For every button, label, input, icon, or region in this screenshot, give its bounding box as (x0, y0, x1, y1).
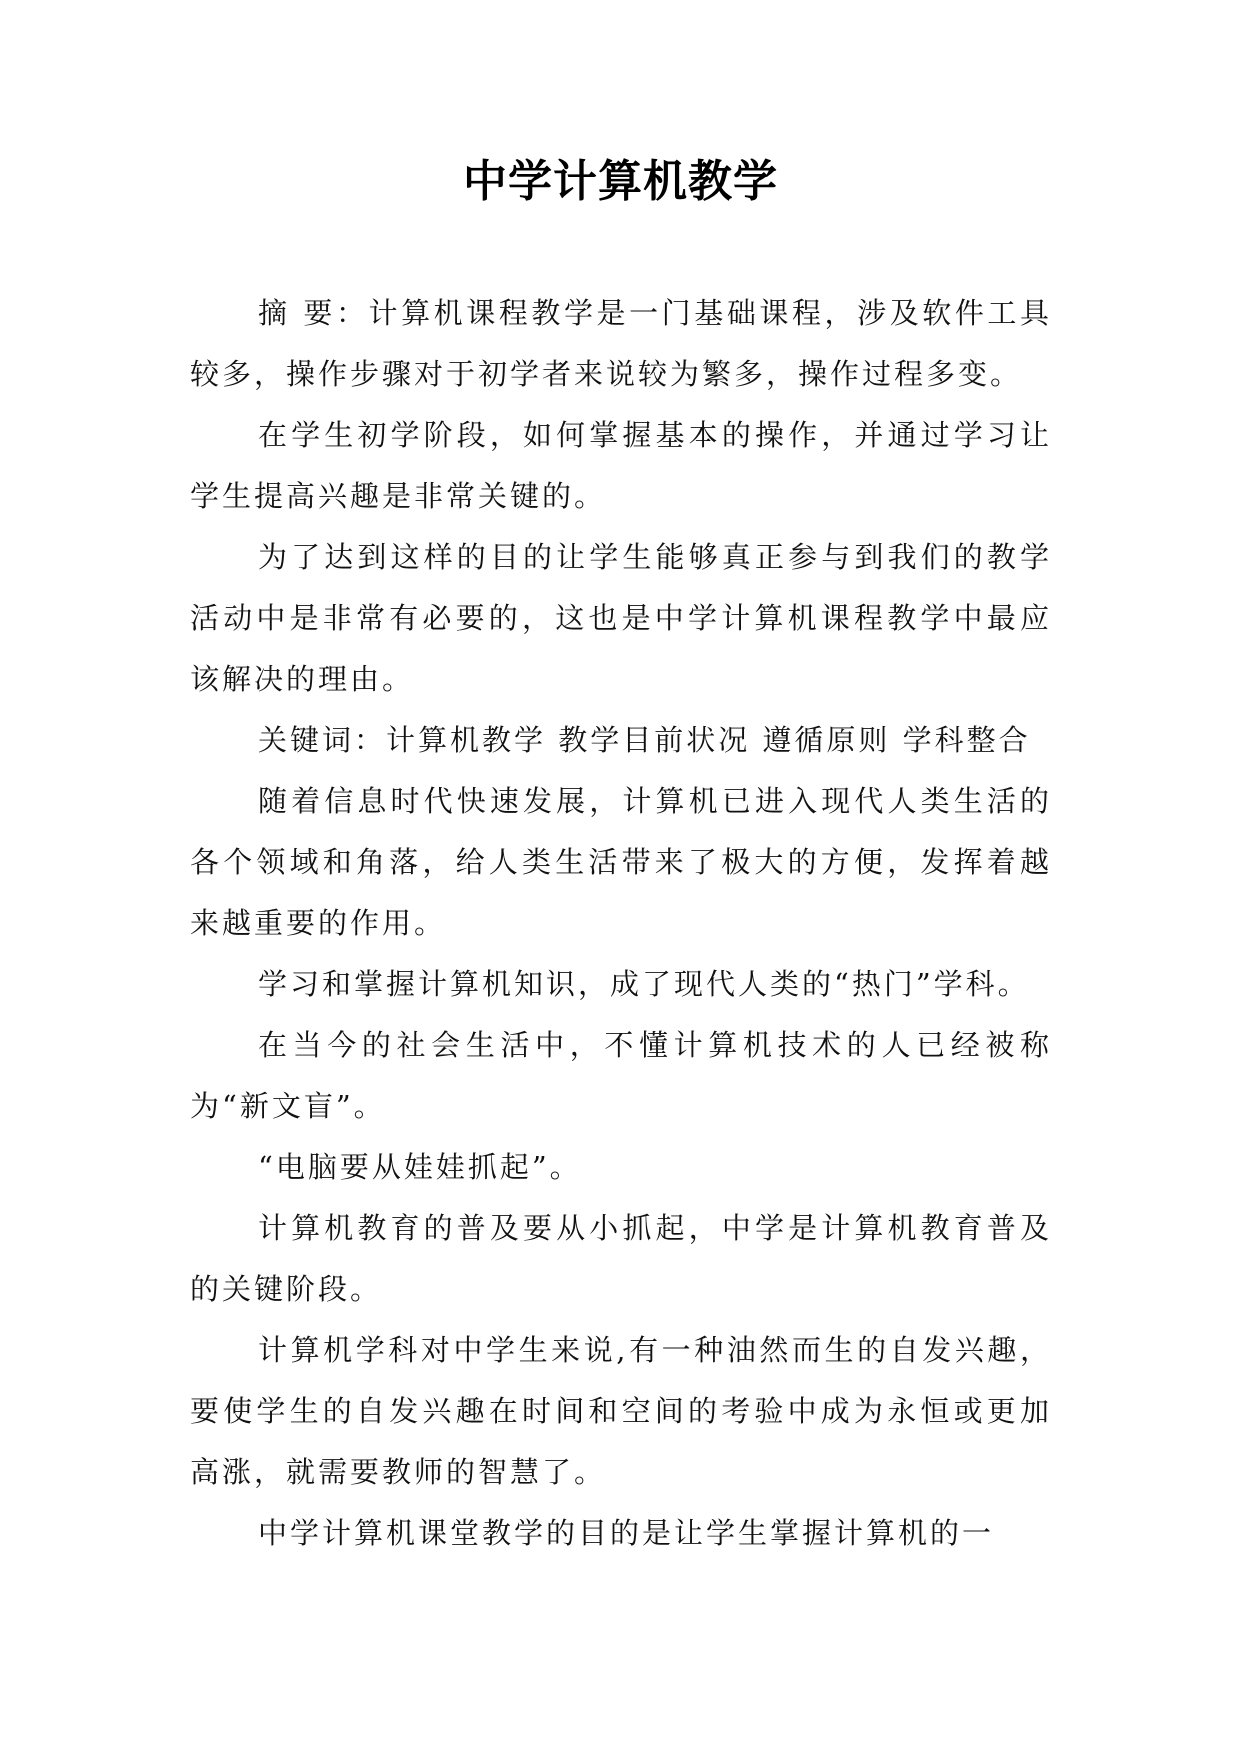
paragraph: 计算机学科对中学生来说,有一种油然而生的自发兴趣，要使学生的自发兴趣在时间和空间的考验中成为永恒或更加高涨，就需要教师的智慧了。 (190, 1333, 1052, 1489)
paragraph: 中学计算机课堂教学的目的是让学生掌握计算机的一 (258, 1516, 995, 1550)
abstract-paragraph: 摘 要：计算机课程教学是一门基础课程，涉及软件工具较多，操作步骤对于初学者来说较为繁多，操作过程多变。 (190, 296, 1052, 391)
document-body (190, 283, 1052, 1564)
paragraph: 在学生初学阶段，如何掌握基本的操作，并通过学习让学生提高兴趣是非常关键的。 (190, 418, 1052, 513)
paragraph: 为了达到这样的目的让学生能够真正参与到我们的教学活动中是非常有必要的，这也是中学计算机课程教学中最应该解决的理由。 (190, 540, 1052, 696)
paragraph: 计算机教育的普及要从小抓起，中学是计算机教育普及的关键阶段。 (190, 1211, 1052, 1306)
keywords-paragraph: 关键词：计算机教学 教学目前状况 遵循原则 学科整合 (258, 723, 1031, 757)
quote-paragraph: “电脑要从娃娃抓起”。 (258, 1150, 582, 1184)
document-title: 中学计算机教学 (463, 156, 778, 207)
paragraph: 学习和掌握计算机知识，成了现代人类的“热门”学科。 (258, 967, 1030, 1001)
paragraph: 随着信息时代快速发展，计算机已进入现代人类生活的各个领域和角落，给人类生活带来了极大的方便，发挥着越来越重要的作用。 (190, 784, 1052, 940)
paragraph: 在当今的社会生活中，不懂计算机技术的人已经被称为“新文盲”。 (190, 1028, 1052, 1123)
